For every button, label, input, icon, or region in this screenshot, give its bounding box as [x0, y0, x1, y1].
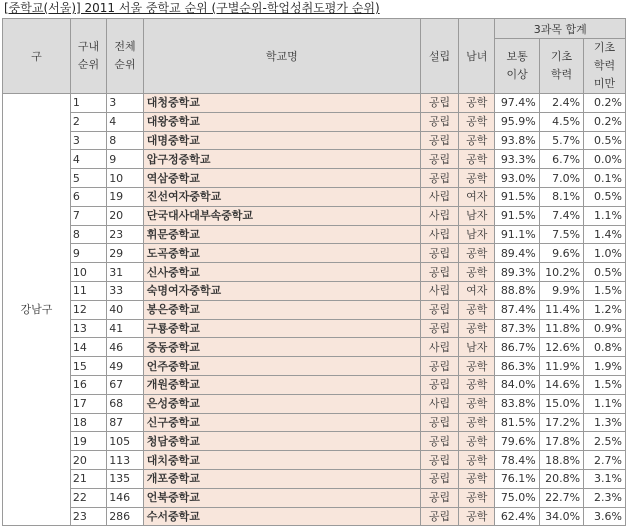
basic-rate-cell: 34.0%	[539, 507, 583, 526]
table-row	[3, 488, 626, 507]
establish-cell: 공립	[420, 131, 458, 150]
total-rank-cell: 67	[107, 375, 144, 394]
gu-rank-cell: 2	[70, 112, 106, 131]
header-below-basic	[584, 39, 626, 94]
total-rank-cell: 20	[107, 206, 144, 225]
header-gu-rank-line1: 구내	[77, 40, 100, 53]
school-name-cell: 봉은중학교	[143, 300, 420, 319]
basic-rate-cell: 6.7%	[539, 150, 583, 169]
table-row	[3, 375, 626, 394]
gender-cell: 공학	[459, 300, 495, 319]
header-normal	[495, 39, 539, 94]
normal-rate-cell: 78.4%	[495, 451, 539, 470]
basic-rate-cell: 7.5%	[539, 225, 583, 244]
basic-rate-cell: 17.8%	[539, 432, 583, 451]
establish-cell: 공립	[420, 169, 458, 188]
basic-rate-cell: 9.6%	[539, 244, 583, 263]
gu-rank-cell: 13	[70, 319, 106, 338]
normal-rate-cell: 97.4%	[495, 94, 539, 113]
school-name-cell: 역삼중학교	[143, 169, 420, 188]
school-name-cell: 중동중학교	[143, 338, 420, 357]
gender-cell: 공학	[459, 394, 495, 413]
gu-rank-cell: 5	[70, 169, 106, 188]
school-name-cell: 신사중학교	[143, 263, 420, 282]
total-rank-cell: 4	[107, 112, 144, 131]
below-basic-rate-cell: 0.5%	[584, 263, 626, 282]
header-gu: 구	[3, 19, 71, 94]
total-rank-cell: 31	[107, 263, 144, 282]
total-rank-cell: 9	[107, 150, 144, 169]
establish-cell: 공립	[420, 357, 458, 376]
header-total-rank	[107, 19, 144, 94]
school-name-cell: 개원중학교	[143, 375, 420, 394]
establish-cell: 공립	[420, 300, 458, 319]
gu-rank-cell: 6	[70, 187, 106, 206]
header-gu-rank-line2: 순위	[77, 58, 100, 71]
gender-cell: 공학	[459, 507, 495, 526]
total-rank-cell: 23	[107, 225, 144, 244]
school-name-cell: 대명중학교	[143, 131, 420, 150]
normal-rate-cell: 91.5%	[495, 206, 539, 225]
gu-rank-cell: 4	[70, 150, 106, 169]
basic-rate-cell: 11.8%	[539, 319, 583, 338]
header-normal-line1: 보통	[506, 50, 528, 63]
below-basic-rate-cell: 0.1%	[584, 169, 626, 188]
header-basic	[539, 39, 583, 94]
normal-rate-cell: 86.7%	[495, 338, 539, 357]
basic-rate-cell: 22.7%	[539, 488, 583, 507]
establish-cell: 공립	[420, 319, 458, 338]
gender-cell: 공학	[459, 244, 495, 263]
table-row	[3, 451, 626, 470]
gender-cell: 공학	[459, 488, 495, 507]
gender-cell: 공학	[459, 319, 495, 338]
normal-rate-cell: 93.0%	[495, 169, 539, 188]
establish-cell: 사립	[420, 187, 458, 206]
below-basic-rate-cell: 0.0%	[584, 150, 626, 169]
below-basic-rate-cell: 0.2%	[584, 94, 626, 113]
gender-cell: 남자	[459, 225, 495, 244]
gender-cell: 남자	[459, 206, 495, 225]
below-basic-rate-cell: 0.5%	[584, 187, 626, 206]
gu-rank-cell: 15	[70, 357, 106, 376]
below-basic-rate-cell: 0.9%	[584, 319, 626, 338]
school-name-cell: 단국대사대부속중학교	[143, 206, 420, 225]
header-school: 학교명	[143, 19, 420, 94]
total-rank-cell: 3	[107, 94, 144, 113]
gu-rank-cell: 18	[70, 413, 106, 432]
normal-rate-cell: 79.6%	[495, 432, 539, 451]
normal-rate-cell: 91.1%	[495, 225, 539, 244]
school-name-cell: 언주중학교	[143, 357, 420, 376]
below-basic-rate-cell: 2.3%	[584, 488, 626, 507]
header-total-rank-line2: 순위	[114, 58, 136, 71]
establish-cell: 공립	[420, 112, 458, 131]
header-basic-line1: 기초	[550, 50, 573, 63]
header-gender: 남녀	[459, 19, 495, 94]
total-rank-cell: 105	[107, 432, 144, 451]
page-title: [중학교(서울)] 2011 서울 중학교 순위 (구별순위-학업성취도평가 순위)	[4, 1, 380, 15]
header-total-rank-line1: 전체	[114, 40, 136, 53]
normal-rate-cell: 91.5%	[495, 187, 539, 206]
basic-rate-cell: 17.2%	[539, 413, 583, 432]
basic-rate-cell: 11.9%	[539, 357, 583, 376]
normal-rate-cell: 95.9%	[495, 112, 539, 131]
below-basic-rate-cell: 1.0%	[584, 244, 626, 263]
establish-cell: 사립	[420, 281, 458, 300]
header-below-line2: 학력	[593, 59, 616, 72]
normal-rate-cell: 89.4%	[495, 244, 539, 263]
school-ranking-table	[2, 18, 626, 526]
total-rank-cell: 10	[107, 169, 144, 188]
gu-rank-cell: 23	[70, 507, 106, 526]
gu-rank-cell: 1	[70, 94, 106, 113]
below-basic-rate-cell: 0.5%	[584, 131, 626, 150]
header-basic-line2: 학력	[550, 68, 573, 81]
table-row	[3, 394, 626, 413]
below-basic-rate-cell: 1.9%	[584, 357, 626, 376]
table-row	[3, 281, 626, 300]
table-row	[3, 150, 626, 169]
normal-rate-cell: 75.0%	[495, 488, 539, 507]
basic-rate-cell: 18.8%	[539, 451, 583, 470]
below-basic-rate-cell: 0.2%	[584, 112, 626, 131]
total-rank-cell: 29	[107, 244, 144, 263]
establish-cell: 공립	[420, 451, 458, 470]
total-rank-cell: 146	[107, 488, 144, 507]
normal-rate-cell: 87.4%	[495, 300, 539, 319]
basic-rate-cell: 20.8%	[539, 469, 583, 488]
total-rank-cell: 87	[107, 413, 144, 432]
establish-cell: 공립	[420, 263, 458, 282]
table-row	[3, 225, 626, 244]
basic-rate-cell: 2.4%	[539, 94, 583, 113]
school-name-cell: 대청중학교	[143, 94, 420, 113]
gu-rank-cell: 10	[70, 263, 106, 282]
establish-cell: 공립	[420, 94, 458, 113]
normal-rate-cell: 89.3%	[495, 263, 539, 282]
below-basic-rate-cell: 3.6%	[584, 507, 626, 526]
normal-rate-cell: 88.8%	[495, 281, 539, 300]
school-name-cell: 청담중학교	[143, 432, 420, 451]
table-row	[3, 507, 626, 526]
gender-cell: 공학	[459, 357, 495, 376]
school-name-cell: 은성중학교	[143, 394, 420, 413]
gender-cell: 공학	[459, 112, 495, 131]
gu-rank-cell: 9	[70, 244, 106, 263]
gender-cell: 여자	[459, 281, 495, 300]
below-basic-rate-cell: 2.7%	[584, 451, 626, 470]
header-establish: 설립	[420, 19, 458, 94]
gu-rank-cell: 17	[70, 394, 106, 413]
table-row	[3, 432, 626, 451]
normal-rate-cell: 93.3%	[495, 150, 539, 169]
establish-cell: 공립	[420, 413, 458, 432]
gu-rank-cell: 21	[70, 469, 106, 488]
gu-rank-cell: 16	[70, 375, 106, 394]
gender-cell: 공학	[459, 469, 495, 488]
school-name-cell: 휘문중학교	[143, 225, 420, 244]
basic-rate-cell: 4.5%	[539, 112, 583, 131]
total-rank-cell: 41	[107, 319, 144, 338]
school-name-cell: 진선여자중학교	[143, 187, 420, 206]
below-basic-rate-cell: 3.1%	[584, 469, 626, 488]
establish-cell: 공립	[420, 488, 458, 507]
gender-cell: 공학	[459, 432, 495, 451]
table-row	[3, 319, 626, 338]
below-basic-rate-cell: 1.1%	[584, 394, 626, 413]
establish-cell: 사립	[420, 394, 458, 413]
gender-cell: 공학	[459, 263, 495, 282]
school-name-cell: 언북중학교	[143, 488, 420, 507]
below-basic-rate-cell: 1.2%	[584, 300, 626, 319]
normal-rate-cell: 93.8%	[495, 131, 539, 150]
table-row	[3, 131, 626, 150]
gender-cell: 공학	[459, 94, 495, 113]
total-rank-cell: 8	[107, 131, 144, 150]
establish-cell: 공립	[420, 432, 458, 451]
school-name-cell: 숙명여자중학교	[143, 281, 420, 300]
gender-cell: 공학	[459, 413, 495, 432]
gender-cell: 공학	[459, 375, 495, 394]
establish-cell: 공립	[420, 150, 458, 169]
gu-rank-cell: 20	[70, 451, 106, 470]
below-basic-rate-cell: 1.5%	[584, 281, 626, 300]
basic-rate-cell: 5.7%	[539, 131, 583, 150]
basic-rate-cell: 8.1%	[539, 187, 583, 206]
gender-cell: 공학	[459, 169, 495, 188]
total-rank-cell: 68	[107, 394, 144, 413]
header-three-subjects: 3과목 합계	[495, 19, 626, 39]
establish-cell: 공립	[420, 507, 458, 526]
basic-rate-cell: 10.2%	[539, 263, 583, 282]
normal-rate-cell: 84.0%	[495, 375, 539, 394]
normal-rate-cell: 83.8%	[495, 394, 539, 413]
header-below-line1: 기초	[593, 41, 616, 54]
basic-rate-cell: 15.0%	[539, 394, 583, 413]
header-normal-line2: 이상	[506, 68, 528, 81]
school-name-cell: 대치중학교	[143, 451, 420, 470]
below-basic-rate-cell: 1.1%	[584, 206, 626, 225]
establish-cell: 공립	[420, 469, 458, 488]
school-name-cell: 구룡중학교	[143, 319, 420, 338]
gu-rank-cell: 14	[70, 338, 106, 357]
gender-cell: 공학	[459, 451, 495, 470]
school-name-cell: 수서중학교	[143, 507, 420, 526]
basic-rate-cell: 12.6%	[539, 338, 583, 357]
below-basic-rate-cell: 0.8%	[584, 338, 626, 357]
table-row	[3, 169, 626, 188]
total-rank-cell: 19	[107, 187, 144, 206]
school-name-cell: 압구정중학교	[143, 150, 420, 169]
gu-rank-cell: 7	[70, 206, 106, 225]
normal-rate-cell: 62.4%	[495, 507, 539, 526]
table-row	[3, 469, 626, 488]
total-rank-cell: 46	[107, 338, 144, 357]
below-basic-rate-cell: 2.5%	[584, 432, 626, 451]
gu-rank-cell: 12	[70, 300, 106, 319]
establish-cell: 사립	[420, 206, 458, 225]
normal-rate-cell: 81.5%	[495, 413, 539, 432]
gu-rank-cell: 8	[70, 225, 106, 244]
establish-cell: 사립	[420, 225, 458, 244]
school-name-cell: 개포중학교	[143, 469, 420, 488]
gender-cell: 남자	[459, 338, 495, 357]
table-row	[3, 112, 626, 131]
basic-rate-cell: 7.4%	[539, 206, 583, 225]
gu-rank-cell: 3	[70, 131, 106, 150]
below-basic-rate-cell: 1.3%	[584, 413, 626, 432]
total-rank-cell: 33	[107, 281, 144, 300]
total-rank-cell: 135	[107, 469, 144, 488]
table-row	[3, 244, 626, 263]
school-name-cell: 도곡중학교	[143, 244, 420, 263]
table-row	[3, 94, 626, 113]
gu-rank-cell: 22	[70, 488, 106, 507]
basic-rate-cell: 7.0%	[539, 169, 583, 188]
below-basic-rate-cell: 1.5%	[584, 375, 626, 394]
table-row	[3, 263, 626, 282]
normal-rate-cell: 86.3%	[495, 357, 539, 376]
normal-rate-cell: 87.3%	[495, 319, 539, 338]
gender-cell: 공학	[459, 150, 495, 169]
basic-rate-cell: 14.6%	[539, 375, 583, 394]
table-row	[3, 413, 626, 432]
total-rank-cell: 40	[107, 300, 144, 319]
table-row	[3, 300, 626, 319]
normal-rate-cell: 76.1%	[495, 469, 539, 488]
below-basic-rate-cell: 1.4%	[584, 225, 626, 244]
gu-rank-cell: 11	[70, 281, 106, 300]
establish-cell: 공립	[420, 244, 458, 263]
table-row	[3, 187, 626, 206]
basic-rate-cell: 9.9%	[539, 281, 583, 300]
gu-rank-cell: 19	[70, 432, 106, 451]
establish-cell: 사립	[420, 338, 458, 357]
header-below-line3: 미만	[593, 77, 616, 90]
total-rank-cell: 49	[107, 357, 144, 376]
table-row	[3, 357, 626, 376]
school-name-cell: 대왕중학교	[143, 112, 420, 131]
table-row	[3, 338, 626, 357]
basic-rate-cell: 11.4%	[539, 300, 583, 319]
total-rank-cell: 286	[107, 507, 144, 526]
header-gu-rank	[70, 19, 106, 94]
table-row	[3, 206, 626, 225]
establish-cell: 공립	[420, 375, 458, 394]
school-name-cell: 신구중학교	[143, 413, 420, 432]
district-cell: 강남구	[3, 94, 71, 526]
total-rank-cell: 113	[107, 451, 144, 470]
gender-cell: 여자	[459, 187, 495, 206]
gender-cell: 공학	[459, 131, 495, 150]
